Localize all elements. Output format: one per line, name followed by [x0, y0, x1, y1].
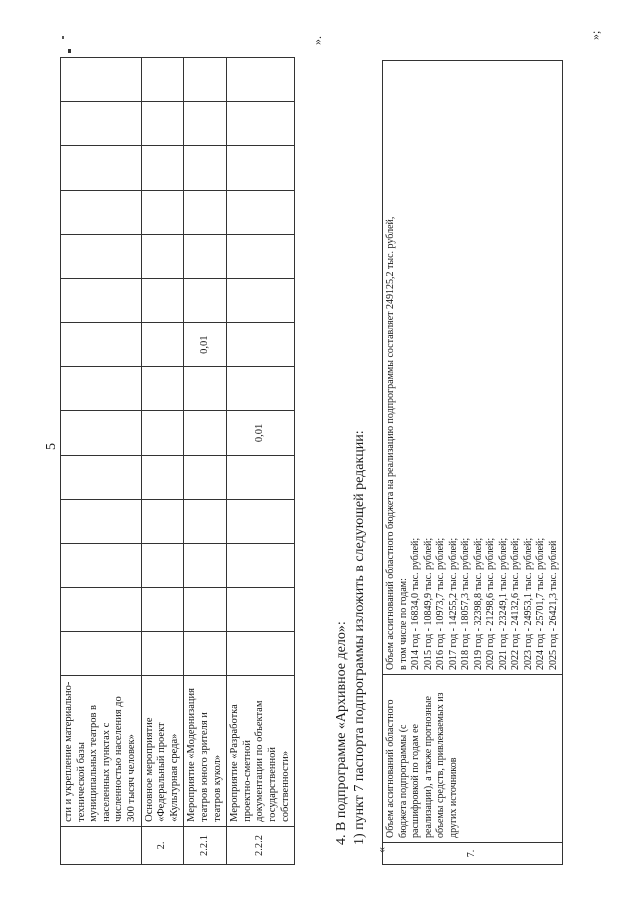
value-cell [61, 632, 142, 676]
row-number: 2. [141, 826, 184, 864]
value-cell [61, 367, 142, 411]
subheading: 1) пункт 7 паспорта подпрограммы изложить в следующей редакции: [352, 430, 367, 845]
year-line: 2024 год - 25701,7 тыс. рублей; [535, 537, 546, 670]
value-cell [227, 58, 295, 102]
value-cell [227, 234, 295, 278]
value-cell [227, 499, 295, 543]
value-cell [227, 278, 295, 322]
row-text: сти и укрепление материально-технической базы муниципальных театров в населенных пунктах с численностью населения до 300 тысяч человек» [61, 676, 142, 827]
value-cell [227, 588, 295, 632]
value-cell [184, 146, 227, 190]
year-line: 2021 год - 23249,1 тыс. рублей; [497, 537, 509, 670]
value-cell [61, 588, 142, 632]
value-cell [184, 543, 227, 587]
table-row [61, 58, 142, 865]
year-line: 2018 год - 18057,3 тыс. рублей; [460, 537, 471, 670]
value-cell [184, 455, 227, 499]
value-cell [141, 146, 184, 190]
section-heading: 4. В подпрограмме «Архивное дело»: [334, 621, 349, 845]
closing-quote: »; [588, 30, 602, 40]
value-cell [61, 190, 142, 234]
value-cell [61, 278, 142, 322]
value-cell [141, 367, 184, 411]
value-cell [61, 323, 142, 367]
year-line: 2015 год - 10849,9 тыс. рублей; [422, 537, 434, 670]
value-cell [227, 146, 295, 190]
value-cell: 0,01 [227, 411, 295, 455]
closing-quote: ». [310, 36, 324, 45]
passport-row-number: 7. [383, 843, 563, 865]
value-cell [141, 234, 184, 278]
value-cell [61, 543, 142, 587]
value-cell [61, 102, 142, 146]
year-line: 2020 год - 21298,6 тыс. рублей; [485, 537, 496, 670]
year-line: 2016 год - 10973,7 тыс. рублей; [435, 537, 446, 670]
value-cell [227, 323, 295, 367]
opening-quote: « [374, 847, 388, 853]
year-list [410, 65, 560, 670]
value-cell [227, 102, 295, 146]
value-cell [184, 588, 227, 632]
value-cell [61, 146, 142, 190]
value-cell [227, 190, 295, 234]
value-cell [61, 234, 142, 278]
row-number: 2.2.2 [227, 826, 295, 864]
row-text: Основное мероприятие «Федеральный проект «Культурная среда» [141, 676, 184, 827]
year-line: 2023 год - 24953,1 тыс. рублей; [522, 537, 534, 670]
year-line: 2014 год - 16834,0 тыс. рублей; [410, 537, 421, 670]
year-line: 2022 год - 24132,6 тыс. рублей; [510, 537, 521, 670]
value-cell [61, 411, 142, 455]
value-cell [184, 234, 227, 278]
value-cell [184, 499, 227, 543]
year-line: 2019 год - 32398,8 тыс. рублей; [472, 537, 484, 670]
value-cell [141, 323, 184, 367]
row-number: 2.2.1 [184, 826, 227, 864]
value-cell [227, 367, 295, 411]
value-cell [141, 543, 184, 587]
value-cell [61, 58, 142, 102]
value-cell [227, 455, 295, 499]
value-cell [227, 632, 295, 676]
scan-speck [68, 49, 71, 53]
value-cell [184, 278, 227, 322]
year-line: 2017 год - 14255,2 тыс. рублей; [447, 537, 459, 670]
value-cell [184, 411, 227, 455]
value-cell [141, 588, 184, 632]
program-table [60, 57, 295, 865]
value-cell [184, 632, 227, 676]
year-line: 2025 год - 26421,3 тыс. рублей [547, 540, 559, 670]
value-cell [141, 455, 184, 499]
value-cell [184, 367, 227, 411]
passport-table [382, 60, 563, 865]
page-number: 5 [44, 443, 59, 450]
passport-in-total: в том числе по годам: [397, 578, 409, 670]
value-cell [141, 102, 184, 146]
value-cell [184, 190, 227, 234]
row-number [61, 826, 142, 864]
passport-intro: Объем ассигнований областного бюджета на реализацию подпрограммы составляет 249125,2 тыс. рублей, [385, 216, 396, 670]
value-cell [141, 190, 184, 234]
value-cell [141, 411, 184, 455]
row-text: Мероприятие «Разработка проектно-сметной документации по объектам государственной собственности» [227, 676, 295, 827]
value-cell [141, 278, 184, 322]
value-cell [61, 499, 142, 543]
value-cell [141, 499, 184, 543]
value-cell: 0,01 [184, 323, 227, 367]
value-cell [141, 632, 184, 676]
passport-row-label: Объем ассигнований областного бюджета подпрограммы (с расшифровкой по годам ее реализации), а также прогнозные объемы средств, привлекаемых из других источников [383, 675, 563, 843]
value-cell [184, 58, 227, 102]
value-cell [61, 455, 142, 499]
value-cell [227, 543, 295, 587]
row-text: Мероприятие «Модернизация театров юного зрителя и театров кукол» [184, 676, 227, 827]
table-row [141, 58, 184, 865]
table-row [184, 58, 227, 865]
table-row [227, 58, 295, 865]
value-cell [141, 58, 184, 102]
passport-row-value [383, 61, 563, 675]
value-cell [184, 102, 227, 146]
scan-speck [62, 36, 64, 39]
